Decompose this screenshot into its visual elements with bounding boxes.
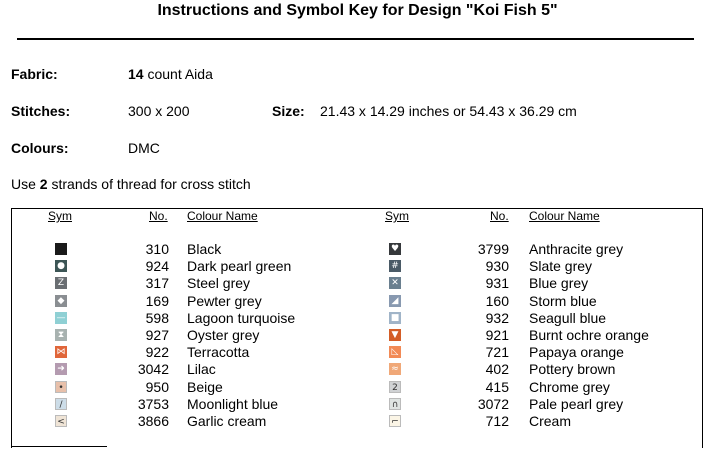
dmc-number: 931 xyxy=(485,275,509,291)
fabric-value xyxy=(128,66,213,82)
color-swatch-icon: ♥ xyxy=(390,244,400,254)
colours-label: Colours: xyxy=(11,140,69,156)
header-name-left: Colour Name xyxy=(187,209,258,223)
color-swatch-icon: / xyxy=(55,398,67,410)
color-swatch-icon: ✕ xyxy=(389,277,401,289)
colour-name: Moonlight blue xyxy=(187,396,279,412)
header-no-right: No. xyxy=(490,209,509,223)
colour-name: Pottery brown xyxy=(529,361,616,377)
key-row xyxy=(0,293,715,310)
dmc-number: 598 xyxy=(145,310,169,326)
color-swatch-icon: — xyxy=(56,313,66,323)
dmc-number: 160 xyxy=(485,293,509,309)
key-row xyxy=(0,344,715,361)
dmc-number: 922 xyxy=(145,344,169,360)
color-swatch-icon: 2 xyxy=(389,381,401,393)
fabric-type: count Aida xyxy=(143,66,213,82)
key-row xyxy=(0,241,715,258)
dmc-number: 3072 xyxy=(477,396,509,412)
key-row xyxy=(0,396,715,413)
stitches-value: 300 x 200 xyxy=(128,103,190,119)
page-title: Instructions and Symbol Key for Design "Koi Fish 5" xyxy=(157,2,558,19)
colour-name: Lagoon turquoise xyxy=(187,310,296,326)
dmc-number: 402 xyxy=(485,361,509,377)
instruction-post: strands of thread for cross stitch xyxy=(47,176,251,192)
colour-name: Seagull blue xyxy=(529,310,607,326)
header-no-left: No. xyxy=(149,209,168,223)
color-swatch-icon: ◺ xyxy=(389,346,401,358)
color-swatch-icon: ● xyxy=(55,260,67,272)
colour-name: Lilac xyxy=(187,361,216,377)
strands-instruction xyxy=(11,176,251,192)
colour-name: Beige xyxy=(187,379,223,395)
colour-name: Chrome grey xyxy=(529,379,610,395)
color-swatch-icon: ■ xyxy=(390,313,400,323)
fabric-count: 14 xyxy=(128,66,144,82)
color-swatch-icon: ▼ xyxy=(389,329,401,341)
colours-value: DMC xyxy=(128,140,160,156)
dmc-number: 927 xyxy=(145,327,169,343)
stitches-label: Stitches: xyxy=(11,103,71,119)
size-label: Size: xyxy=(272,103,305,119)
dmc-number: 310 xyxy=(145,241,169,257)
dmc-number: 921 xyxy=(485,327,509,343)
strand-count: 2 xyxy=(39,176,48,192)
colour-name: Slate grey xyxy=(529,258,593,274)
colour-name: Terracotta xyxy=(187,344,250,360)
colour-name: Blue grey xyxy=(529,275,589,291)
dmc-number: 721 xyxy=(485,344,509,360)
dmc-number: 3753 xyxy=(137,396,169,412)
header-name-right: Colour Name xyxy=(529,209,600,223)
size-value: 21.43 x 14.29 inches or 54.43 x 36.29 cm xyxy=(320,103,577,119)
dmc-number: 930 xyxy=(485,258,509,274)
color-swatch-icon: ➜ xyxy=(55,363,67,375)
dmc-number: 950 xyxy=(145,379,169,395)
color-swatch-icon: ⌐ xyxy=(389,415,401,427)
header-sym-left: Sym xyxy=(48,209,72,223)
colour-name: Steel grey xyxy=(187,275,251,291)
dmc-number: 169 xyxy=(145,293,169,309)
colour-name: Pale pearl grey xyxy=(529,396,624,412)
dmc-number: 3866 xyxy=(137,413,169,429)
color-swatch-icon: ≈ xyxy=(389,363,401,375)
instruction-pre: Use xyxy=(11,176,40,192)
dmc-number: 3799 xyxy=(477,241,509,257)
header-sym-right: Sym xyxy=(385,209,409,223)
color-swatch-icon: ◢ xyxy=(389,295,401,307)
fabric-label: Fabric: xyxy=(11,66,58,82)
colour-name: Papaya orange xyxy=(529,344,624,360)
table-bottom-rule xyxy=(11,446,107,447)
key-row xyxy=(0,327,715,344)
color-swatch-icon: • xyxy=(55,381,67,393)
key-row xyxy=(0,275,715,292)
colour-name: Storm blue xyxy=(529,293,597,309)
colour-name: Black xyxy=(187,241,222,257)
color-swatch-icon: ⋈ xyxy=(56,347,66,357)
color-swatch-icon: ⧗ xyxy=(55,329,67,341)
colour-name: Dark pearl green xyxy=(187,258,292,274)
color-swatch-icon: # xyxy=(389,260,401,272)
dmc-number: 3042 xyxy=(137,361,169,377)
color-swatch-icon: ∩ xyxy=(389,398,401,410)
color-swatch-icon: < xyxy=(55,415,67,427)
key-row xyxy=(0,361,715,378)
dmc-number: 932 xyxy=(485,310,509,326)
key-row xyxy=(0,258,715,275)
title-divider xyxy=(17,38,694,40)
colour-name: Anthracite grey xyxy=(529,241,624,257)
key-row xyxy=(0,413,715,430)
colour-name: Cream xyxy=(529,413,572,429)
color-swatch-icon: ◆ xyxy=(55,295,67,307)
colour-name: Burnt ochre orange xyxy=(529,327,649,343)
dmc-number: 712 xyxy=(485,413,509,429)
color-swatch-icon: Z xyxy=(55,277,67,289)
dmc-number: 415 xyxy=(485,379,509,395)
dmc-number: 317 xyxy=(145,275,169,291)
colour-name: Pewter grey xyxy=(187,293,262,309)
key-row xyxy=(0,310,715,327)
colour-name: Garlic cream xyxy=(187,413,267,429)
colour-name: Oyster grey xyxy=(187,327,260,343)
key-row xyxy=(0,379,715,396)
dmc-number: 924 xyxy=(145,258,169,274)
